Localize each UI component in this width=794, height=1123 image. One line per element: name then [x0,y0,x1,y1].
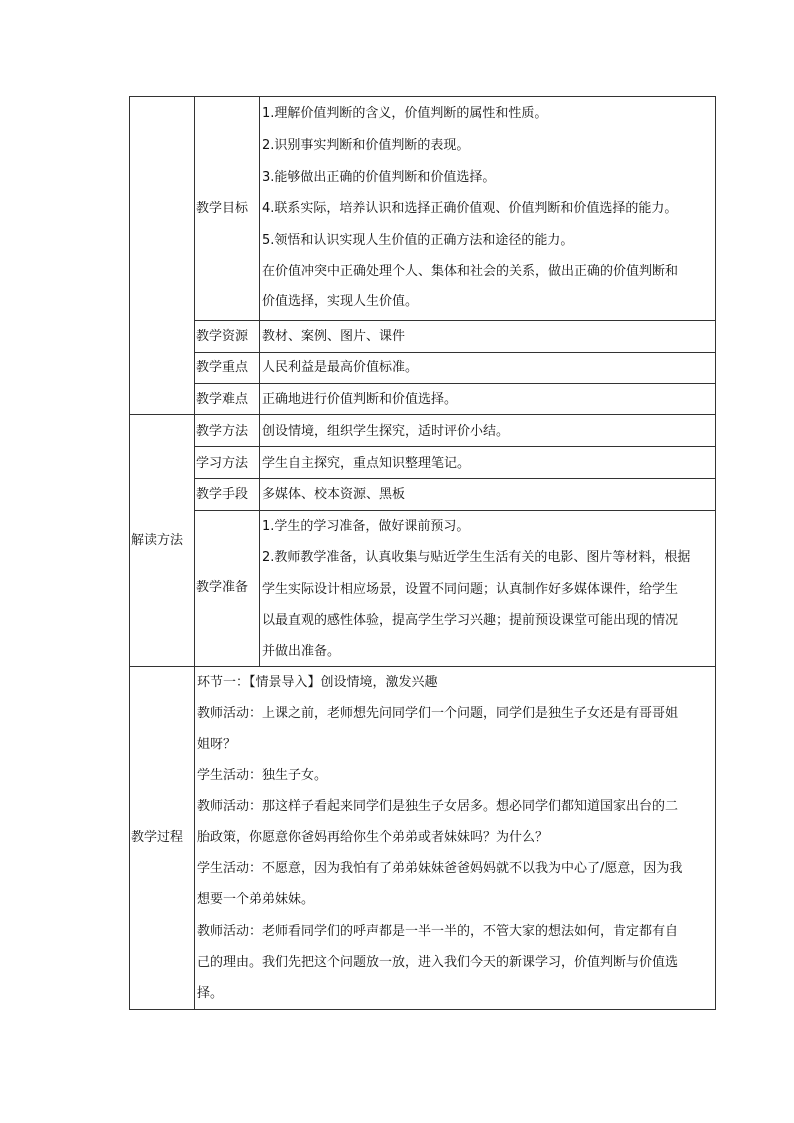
process-line: 己的理由。我们先把这个问题放一放，进入我们今天的新课学习，价值判断与价值选 [197,955,679,970]
prep-line: 以最直观的感性体验，提高学生学习兴趣；提前预设课堂可能出现的情况 [262,613,679,628]
table-border-right [715,96,716,1010]
goal-line: 4.联系实际，培养认识和选择正确价值观、价值判断和价值选择的能力。 [262,201,678,216]
section-divider-2 [129,666,716,667]
prep-line: 2.教师教学准备，认真收集与贴近学生生活有关的电影、图片等材料，根据 [262,550,691,565]
method-text: 创设情境，组织学生探究，适时评价小结。 [262,424,510,439]
difficulty-label: 教学难点 [196,392,249,407]
section2-title: 解读方法 [131,533,184,548]
goal-line: 在价值冲突中正确处理个人、集体和社会的关系，做出正确的价值判断和 [262,264,679,279]
table-border-bottom [129,1009,716,1010]
col-divider-1 [194,96,195,1010]
key-label: 教学重点 [196,360,249,375]
row-divider-goals [194,320,716,321]
process-line: 教师活动：那这样子看起来同学们是独生子女居多。想必同学们都知道国家出台的二 [197,799,679,814]
prep-line: 1.学生的学习准备，做好课前预习。 [262,519,470,534]
row-divider-resources [194,352,716,353]
method-label: 教学方法 [196,424,249,439]
process-line: 学生活动：独生子女。 [197,768,328,783]
row-divider-key [194,383,716,384]
table-border-top [129,96,716,97]
study-text: 学生自主探究，重点知识整理笔记。 [262,456,471,471]
key-text: 人民利益是最高价值标准。 [262,360,419,375]
row-divider-means [194,510,716,511]
goal-line: 5.领悟和认识实现人生价值的正确方法和途径的能力。 [262,233,574,248]
prep-line: 并做出准备。 [262,644,341,659]
means-text: 多媒体、校本资源、黑板 [262,487,406,502]
process-line: 姐呀？ [197,737,237,752]
row-divider-study [194,478,716,479]
row-divider-method [194,446,716,447]
process-line: 想要一个弟弟妹妹。 [197,892,315,907]
goal-line: 2.识别事实判断和价值判断的表现。 [262,138,470,153]
prep-line: 学生实际设计相应场景，设置不同问题；认真制作好多媒体课件，给学生 [262,582,679,597]
resources-label: 教学资源 [196,329,249,344]
process-line: 教师活动：上课之前，老师想先问同学们一个问题，同学们是独生子女还是有哥哥姐 [197,706,679,721]
difficulty-text: 正确地进行价值判断和价值选择。 [262,392,458,407]
goal-line: 3.能够做出正确的价值判断和价值选择。 [262,170,496,185]
goal-line: 价值选择，实现人生价值。 [262,294,419,309]
process-line: 教师活动：老师看同学们的呼声都是一半一半的，不管大家的想法如何，肯定都有自 [197,924,679,939]
goal-line: 1.理解价值判断的含义，价值判断的属性和性质。 [262,106,548,121]
section-divider-1 [129,414,716,415]
resources-text: 教材、案例、图片、课件 [262,329,406,344]
table-border-left [129,96,130,1010]
col-divider-2 [259,96,260,666]
process-line: 胎政策，你愿意你爸妈再给你生个弟弟或者妹妹吗？为什么？ [197,830,549,845]
means-label: 教学手段 [196,487,249,502]
process-line: 学生活动：不愿意，因为我怕有了弟弟妹妹爸爸妈妈就不以我为中心了/愿意，因为我 [197,861,683,876]
goals-label: 教学目标 [196,201,249,216]
process-line: 择。 [197,986,224,1001]
process-line: 环节一：【情景导入】创设情境，激发兴趣 [197,675,438,690]
study-label: 学习方法 [196,456,249,471]
section3-title: 教学过程 [131,830,184,845]
prep-label: 教学准备 [196,580,249,595]
